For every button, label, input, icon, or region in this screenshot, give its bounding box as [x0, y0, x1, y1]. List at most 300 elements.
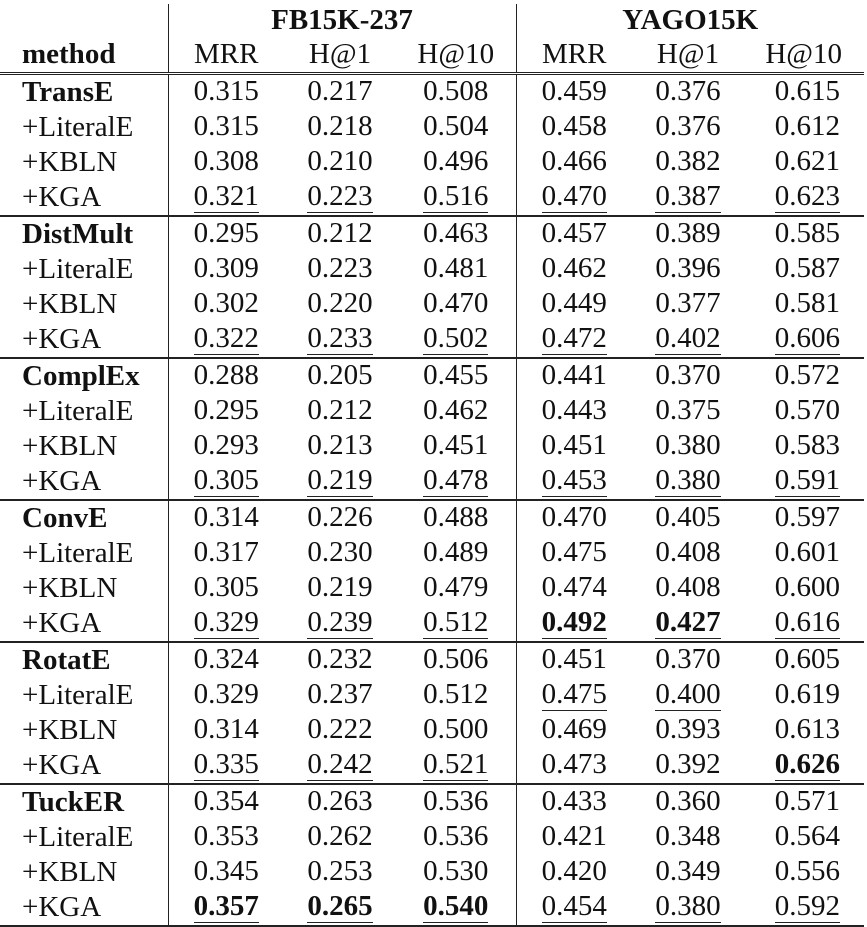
cell-value: 0.376 [655, 75, 721, 107]
cell-yago-h1 [632, 536, 744, 571]
cell-yago-h10 [744, 358, 864, 394]
variant-method-label: +LiteralE [0, 394, 168, 429]
cell-yago-h10 [744, 74, 864, 111]
cell-fb-h1 [284, 784, 396, 820]
cell-value: 0.305 [193, 571, 259, 603]
cell-yago-h1 [632, 464, 744, 500]
cell-fb-mrr [168, 606, 284, 642]
base-method-label: ConvE [0, 500, 168, 536]
cell-value: 0.506 [423, 643, 489, 675]
empty-corner-cell [0, 4, 168, 36]
cell-fb-h10 [396, 536, 516, 571]
cell-value: 0.329 [193, 606, 259, 638]
cell-yago-h10 [744, 571, 864, 606]
variant-method-label: +KGA [0, 890, 168, 926]
cell-yago-mrr [516, 855, 632, 890]
cell-fb-mrr [168, 429, 284, 464]
cell-fb-mrr [168, 110, 284, 145]
table-row [0, 606, 864, 642]
cell-value: 0.315 [193, 75, 259, 107]
cell-yago-h1 [632, 180, 744, 216]
cell-fb-mrr [168, 571, 284, 606]
cell-yago-mrr [516, 394, 632, 429]
cell-fb-h10 [396, 145, 516, 180]
cell-fb-h10 [396, 252, 516, 287]
cell-value: 0.462 [541, 252, 607, 284]
cell-yago-h1 [632, 252, 744, 287]
cell-value: 0.295 [193, 217, 259, 249]
cell-yago-h10 [744, 784, 864, 820]
cell-value: 0.219 [307, 571, 373, 603]
cell-yago-mrr [516, 464, 632, 500]
cell-value: 0.329 [193, 678, 259, 710]
cell-value: 0.504 [423, 110, 489, 142]
cell-fb-h10 [396, 784, 516, 820]
cell-fb-mrr [168, 855, 284, 890]
cell-yago-h10 [744, 855, 864, 890]
cell-fb-mrr [168, 820, 284, 855]
cell-value: 0.230 [307, 536, 373, 568]
cell-value: 0.405 [655, 501, 721, 533]
cell-fb-h1 [284, 358, 396, 394]
cell-yago-h10 [744, 394, 864, 429]
cell-value: 0.451 [423, 429, 489, 461]
cell-value: 0.400 [655, 678, 721, 710]
cell-value: 0.616 [774, 606, 840, 638]
table-row [0, 500, 864, 536]
cell-value: 0.481 [423, 252, 489, 284]
cell-value: 0.314 [193, 501, 259, 533]
cell-value: 0.392 [655, 748, 721, 780]
cell-value: 0.223 [307, 180, 373, 212]
cell-yago-h1 [632, 678, 744, 713]
cell-yago-h1 [632, 500, 744, 536]
cell-value: 0.585 [774, 217, 840, 249]
variant-method-label: +KBLN [0, 855, 168, 890]
cell-yago-h10 [744, 216, 864, 252]
cell-fb-h1 [284, 287, 396, 322]
table-row [0, 748, 864, 784]
cell-value: 0.354 [193, 785, 259, 817]
cell-value: 0.353 [193, 820, 259, 852]
table-row [0, 571, 864, 606]
table-row [0, 784, 864, 820]
cell-yago-mrr [516, 536, 632, 571]
cell-fb-mrr [168, 464, 284, 500]
cell-value: 0.349 [655, 855, 721, 887]
base-method-label: DistMult [0, 216, 168, 252]
cell-value: 0.212 [307, 217, 373, 249]
cell-value: 0.322 [193, 322, 259, 354]
cell-value: 0.302 [193, 287, 259, 319]
cell-value: 0.449 [541, 287, 607, 319]
cell-yago-h1 [632, 110, 744, 145]
cell-fb-h1 [284, 322, 396, 358]
cell-value: 0.305 [193, 464, 259, 496]
cell-value: 0.263 [307, 785, 373, 817]
cell-value: 0.218 [307, 110, 373, 142]
table-row [0, 855, 864, 890]
cell-value: 0.451 [541, 429, 607, 461]
variant-method-label: +KBLN [0, 287, 168, 322]
cell-value: 0.380 [655, 890, 721, 922]
cell-yago-mrr [516, 145, 632, 180]
cell-fb-mrr [168, 216, 284, 252]
cell-value: 0.393 [655, 713, 721, 745]
cell-yago-h1 [632, 855, 744, 890]
table-row [0, 287, 864, 322]
cell-yago-h1 [632, 571, 744, 606]
base-method-label: TuckER [0, 784, 168, 820]
cell-value: 0.587 [774, 252, 840, 284]
cell-value: 0.421 [541, 820, 607, 852]
table-row [0, 110, 864, 145]
cell-value: 0.583 [774, 429, 840, 461]
cell-yago-mrr [516, 358, 632, 394]
metric-header-yago-h1: H@1 [632, 36, 744, 74]
cell-yago-mrr [516, 180, 632, 216]
method-column-header: method [0, 36, 168, 74]
metric-header-row [0, 36, 864, 74]
cell-value: 0.462 [423, 394, 489, 426]
cell-fb-mrr [168, 500, 284, 536]
cell-value: 0.570 [774, 394, 840, 426]
cell-value: 0.314 [193, 713, 259, 745]
cell-yago-h1 [632, 890, 744, 926]
variant-method-label: +KBLN [0, 713, 168, 748]
cell-value: 0.516 [423, 180, 489, 212]
variant-method-label: +LiteralE [0, 678, 168, 713]
cell-value: 0.233 [307, 322, 373, 354]
cell-fb-h1 [284, 642, 396, 678]
cell-fb-mrr [168, 890, 284, 926]
cell-value: 0.623 [774, 180, 840, 212]
cell-yago-h10 [744, 606, 864, 642]
dataset-header-yago15k: YAGO15K [622, 3, 759, 36]
cell-yago-mrr [516, 713, 632, 748]
cell-value: 0.451 [541, 643, 607, 675]
cell-value: 0.376 [655, 110, 721, 142]
cell-yago-mrr [516, 252, 632, 287]
cell-value: 0.457 [541, 217, 607, 249]
cell-value: 0.592 [774, 890, 840, 922]
cell-fb-mrr [168, 74, 284, 111]
metric-header-yago-h10: H@10 [744, 36, 864, 74]
cell-value: 0.375 [655, 394, 721, 426]
cell-value: 0.502 [423, 322, 489, 354]
cell-value: 0.360 [655, 785, 721, 817]
cell-value: 0.205 [307, 359, 373, 391]
variant-method-label: +LiteralE [0, 252, 168, 287]
cell-value: 0.380 [655, 429, 721, 461]
cell-value: 0.458 [541, 110, 607, 142]
cell-value: 0.382 [655, 145, 721, 177]
cell-value: 0.496 [423, 145, 489, 177]
cell-value: 0.581 [774, 287, 840, 319]
cell-fb-h10 [396, 429, 516, 464]
cell-fb-mrr [168, 784, 284, 820]
cell-value: 0.600 [774, 571, 840, 603]
cell-fb-mrr [168, 748, 284, 784]
cell-fb-h10 [396, 642, 516, 678]
cell-value: 0.237 [307, 678, 373, 710]
cell-yago-mrr [516, 500, 632, 536]
cell-value: 0.556 [774, 855, 840, 887]
cell-fb-h10 [396, 110, 516, 145]
cell-yago-h10 [744, 464, 864, 500]
cell-fb-h1 [284, 890, 396, 926]
cell-value: 0.488 [423, 501, 489, 533]
cell-fb-mrr [168, 394, 284, 429]
cell-fb-h10 [396, 855, 516, 890]
cell-yago-h10 [744, 820, 864, 855]
cell-yago-mrr [516, 287, 632, 322]
cell-fb-h10 [396, 287, 516, 322]
cell-value: 0.489 [423, 536, 489, 568]
table-row [0, 464, 864, 500]
cell-value: 0.242 [307, 748, 373, 780]
cell-value: 0.348 [655, 820, 721, 852]
cell-fb-h1 [284, 394, 396, 429]
cell-fb-h1 [284, 855, 396, 890]
cell-value: 0.466 [541, 145, 607, 177]
cell-yago-h1 [632, 358, 744, 394]
cell-fb-h10 [396, 74, 516, 111]
variant-method-label: +LiteralE [0, 820, 168, 855]
cell-value: 0.408 [655, 571, 721, 603]
cell-value: 0.262 [307, 820, 373, 852]
cell-value: 0.472 [541, 322, 607, 354]
metric-header-fb-h1: H@1 [284, 36, 396, 74]
results-table [0, 4, 864, 927]
cell-fb-h10 [396, 713, 516, 748]
table-row [0, 358, 864, 394]
table-row [0, 180, 864, 216]
cell-fb-h10 [396, 464, 516, 500]
cell-value: 0.288 [193, 359, 259, 391]
cell-value: 0.540 [423, 890, 489, 922]
cell-value: 0.220 [307, 287, 373, 319]
cell-fb-h1 [284, 145, 396, 180]
variant-method-label: +KGA [0, 606, 168, 642]
cell-yago-h1 [632, 642, 744, 678]
cell-yago-h10 [744, 500, 864, 536]
cell-yago-h10 [744, 890, 864, 926]
cell-value: 0.212 [307, 394, 373, 426]
cell-value: 0.492 [541, 606, 607, 638]
cell-yago-mrr [516, 110, 632, 145]
cell-value: 0.210 [307, 145, 373, 177]
cell-yago-h10 [744, 252, 864, 287]
cell-value: 0.226 [307, 501, 373, 533]
cell-fb-h1 [284, 464, 396, 500]
table-row [0, 678, 864, 713]
cell-yago-h10 [744, 678, 864, 713]
dataset-header-fb15k-237: FB15K-237 [168, 4, 516, 36]
cell-yago-h1 [632, 287, 744, 322]
cell-value: 0.469 [541, 713, 607, 745]
cell-value: 0.536 [423, 785, 489, 817]
cell-value: 0.564 [774, 820, 840, 852]
cell-fb-h10 [396, 180, 516, 216]
cell-value: 0.213 [307, 429, 373, 461]
cell-fb-h10 [396, 358, 516, 394]
table-row [0, 145, 864, 180]
cell-value: 0.508 [423, 75, 489, 107]
cell-yago-h1 [632, 784, 744, 820]
base-method-label: RotatE [0, 642, 168, 678]
cell-value: 0.370 [655, 359, 721, 391]
cell-yago-mrr [516, 890, 632, 926]
cell-value: 0.317 [193, 536, 259, 568]
cell-fb-h1 [284, 252, 396, 287]
cell-fb-h10 [396, 678, 516, 713]
cell-yago-mrr [516, 216, 632, 252]
cell-fb-h1 [284, 820, 396, 855]
metric-header-fb-h10: H@10 [396, 36, 516, 74]
cell-yago-mrr [516, 642, 632, 678]
cell-value: 0.370 [655, 643, 721, 675]
cell-fb-h10 [396, 890, 516, 926]
dataset-header-row [0, 4, 864, 36]
cell-yago-h10 [744, 110, 864, 145]
cell-value: 0.619 [774, 678, 840, 710]
table-row [0, 890, 864, 926]
cell-value: 0.265 [307, 890, 373, 922]
cell-yago-h10 [744, 748, 864, 784]
cell-fb-h1 [284, 216, 396, 252]
cell-fb-h1 [284, 536, 396, 571]
cell-yago-mrr [516, 322, 632, 358]
variant-method-label: +KBLN [0, 429, 168, 464]
cell-value: 0.324 [193, 643, 259, 675]
table-row [0, 74, 864, 111]
cell-fb-h1 [284, 110, 396, 145]
cell-value: 0.293 [193, 429, 259, 461]
metric-header-fb-mrr: MRR [168, 36, 284, 74]
cell-value: 0.613 [774, 713, 840, 745]
table-row [0, 394, 864, 429]
cell-yago-h1 [632, 74, 744, 111]
variant-method-label: +KGA [0, 748, 168, 784]
cell-value: 0.478 [423, 464, 489, 496]
cell-fb-mrr [168, 287, 284, 322]
variant-method-label: +LiteralE [0, 536, 168, 571]
cell-value: 0.479 [423, 571, 489, 603]
cell-yago-h1 [632, 429, 744, 464]
cell-yago-h1 [632, 322, 744, 358]
cell-yago-h10 [744, 145, 864, 180]
cell-value: 0.612 [774, 110, 840, 142]
cell-fb-mrr [168, 252, 284, 287]
cell-value: 0.475 [541, 536, 607, 568]
cell-value: 0.315 [193, 110, 259, 142]
cell-value: 0.441 [541, 359, 607, 391]
cell-value: 0.253 [307, 855, 373, 887]
cell-fb-h1 [284, 500, 396, 536]
cell-yago-h10 [744, 536, 864, 571]
cell-value: 0.475 [541, 678, 607, 710]
cell-value: 0.512 [423, 678, 489, 710]
cell-yago-h1 [632, 145, 744, 180]
cell-value: 0.308 [193, 145, 259, 177]
cell-yago-h10 [744, 713, 864, 748]
cell-value: 0.443 [541, 394, 607, 426]
cell-value: 0.470 [541, 180, 607, 212]
cell-fb-h1 [284, 748, 396, 784]
cell-fb-h10 [396, 216, 516, 252]
cell-fb-mrr [168, 713, 284, 748]
cell-fb-mrr [168, 536, 284, 571]
cell-yago-mrr [516, 678, 632, 713]
cell-value: 0.377 [655, 287, 721, 319]
cell-value: 0.621 [774, 145, 840, 177]
cell-value: 0.222 [307, 713, 373, 745]
cell-fb-mrr [168, 358, 284, 394]
cell-value: 0.470 [423, 287, 489, 319]
cell-value: 0.427 [655, 606, 721, 638]
cell-value: 0.615 [774, 75, 840, 107]
cell-value: 0.512 [423, 606, 489, 638]
cell-value: 0.453 [541, 464, 607, 496]
cell-fb-h10 [396, 322, 516, 358]
cell-value: 0.605 [774, 643, 840, 675]
cell-yago-h10 [744, 642, 864, 678]
cell-value: 0.455 [423, 359, 489, 391]
cell-yago-mrr [516, 820, 632, 855]
cell-fb-mrr [168, 145, 284, 180]
cell-fb-h1 [284, 571, 396, 606]
cell-value: 0.521 [423, 748, 489, 780]
cell-fb-h1 [284, 429, 396, 464]
cell-value: 0.470 [541, 501, 607, 533]
variant-method-label: +LiteralE [0, 110, 168, 145]
cell-fb-h10 [396, 820, 516, 855]
cell-value: 0.474 [541, 571, 607, 603]
variant-method-label: +KGA [0, 464, 168, 500]
cell-value: 0.387 [655, 180, 721, 212]
table-row [0, 216, 864, 252]
variant-method-label: +KBLN [0, 145, 168, 180]
cell-yago-mrr [516, 748, 632, 784]
cell-value: 0.408 [655, 536, 721, 568]
cell-value: 0.420 [541, 855, 607, 887]
cell-fb-h10 [396, 606, 516, 642]
cell-yago-h1 [632, 216, 744, 252]
cell-yago-mrr [516, 606, 632, 642]
cell-value: 0.239 [307, 606, 373, 638]
cell-fb-mrr [168, 180, 284, 216]
cell-value: 0.530 [423, 855, 489, 887]
cell-value: 0.402 [655, 322, 721, 354]
cell-yago-h1 [632, 820, 744, 855]
cell-value: 0.219 [307, 464, 373, 496]
cell-yago-h10 [744, 322, 864, 358]
cell-yago-mrr [516, 571, 632, 606]
cell-value: 0.454 [541, 890, 607, 922]
cell-value: 0.232 [307, 643, 373, 675]
table-row [0, 820, 864, 855]
base-method-label: ComplEx [0, 358, 168, 394]
cell-value: 0.459 [541, 75, 607, 107]
table-row [0, 642, 864, 678]
cell-value: 0.380 [655, 464, 721, 496]
cell-yago-mrr [516, 74, 632, 111]
table-row [0, 322, 864, 358]
cell-value: 0.321 [193, 180, 259, 212]
cell-value: 0.591 [774, 464, 840, 496]
cell-fb-h1 [284, 180, 396, 216]
